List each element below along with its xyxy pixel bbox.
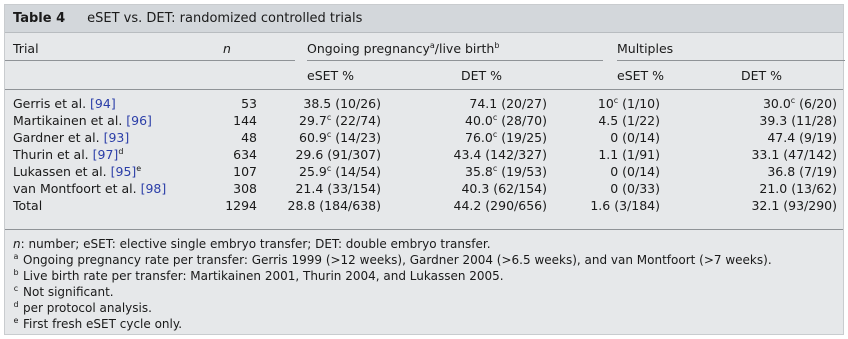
n-cell: 53 <box>241 96 257 111</box>
n-cell: 48 <box>241 130 257 145</box>
n-cell: 107 <box>233 164 257 179</box>
reference-link[interactable]: [96] <box>126 113 152 128</box>
value-cell: 0 (0/14) <box>610 130 660 145</box>
footnote-item: $^a$ Ongoing pregnancy rate per transfer: Gerris 1999 (>12 weeks), Gardner 2004 (>6.5 weeks), and van Montfoort (>7 weeks). <box>13 252 772 267</box>
trial-cell: Total <box>13 198 43 213</box>
value-cell: 36.8 (7/19) <box>767 164 837 179</box>
reference-link[interactable]: [94] <box>90 96 116 111</box>
header-trial: Trial <box>13 41 39 56</box>
header-ongoing-live-birth: Ongoing pregnancy$^a$/live birth$^b$ <box>307 41 500 56</box>
value-cell: 40.3 (62/154) <box>461 181 547 196</box>
table-title-bar <box>5 5 843 33</box>
value-cell: 40.0$^c$ (28/70) <box>465 113 547 128</box>
value-cell: 0 (0/14) <box>610 164 660 179</box>
value-cell: 76.0$^c$ (19/25) <box>465 130 547 145</box>
value-cell: 29.6 (91/307) <box>295 147 381 162</box>
header-rule-multiples <box>617 60 845 61</box>
table-row <box>5 130 843 146</box>
value-cell: 44.2 (290/656) <box>453 198 547 213</box>
value-cell: 60.9$^c$ (14/23) <box>299 130 381 145</box>
trial-cell: Gardner et al. [93] <box>13 130 130 145</box>
value-cell: 10$^c$ (1/10) <box>597 96 660 111</box>
table-frame <box>4 4 844 335</box>
table-number: Table 4 <box>13 11 66 26</box>
value-cell: 21.0 (13/62) <box>759 181 837 196</box>
n-cell: 1294 <box>225 198 257 213</box>
header-multiples: Multiples <box>617 41 674 56</box>
value-cell: 0 (0/33) <box>610 181 660 196</box>
footnote-item: $^e$ First fresh eSET cycle only. <box>13 316 183 331</box>
table-row <box>5 96 843 112</box>
value-cell: 30.0$^c$ (6/20) <box>762 96 837 111</box>
header-eset-2: eSET % <box>617 68 665 83</box>
value-cell: 35.8$^c$ (19/53) <box>465 164 547 179</box>
trial-cell: Gerris et al. [94] <box>13 96 116 111</box>
value-cell: 47.4 (9/19) <box>767 130 837 145</box>
header-n: n <box>223 41 231 56</box>
table-row <box>5 147 843 163</box>
footnote-abbreviations: n: number; eSET: elective single embryo transfer; DET: double embryo transfer. <box>13 237 491 251</box>
value-cell: 32.1 (93/290) <box>751 198 837 213</box>
table-row <box>5 181 843 197</box>
value-cell: 1.6 (3/184) <box>590 198 660 213</box>
value-cell: 1.1 (1/91) <box>598 147 660 162</box>
footnote-item: $^d$ per protocol analysis. <box>13 300 152 315</box>
value-cell: 33.1 (47/142) <box>751 147 837 162</box>
value-cell: 29.7$^c$ (22/74) <box>299 113 381 128</box>
header-det-2: DET % <box>741 68 783 83</box>
value-cell: 25.9$^c$ (14/54) <box>299 164 381 179</box>
value-cell: 74.1 (20/27) <box>469 96 547 111</box>
footnotes <box>13 236 833 332</box>
footnote-item: $^c$ Not significant. <box>13 284 114 299</box>
n-cell: 144 <box>233 113 257 128</box>
header-rule-left <box>5 60 295 61</box>
value-cell: 21.4 (33/154) <box>295 181 381 196</box>
trial-cell: Lukassen et al. $[95]^e$ <box>13 164 142 179</box>
table-row <box>5 198 843 214</box>
table-row <box>5 113 843 129</box>
n-cell: 308 <box>233 181 257 196</box>
reference-link[interactable]: [93] <box>103 130 130 145</box>
reference-link[interactable]: [95] <box>110 164 137 179</box>
value-cell: 39.3 (11/28) <box>759 113 837 128</box>
trial-cell: van Montfoort et al. [98] <box>13 181 167 196</box>
trial-cell: Thurin et al. $[97]^d$ <box>13 147 124 162</box>
table-row <box>5 164 843 180</box>
reference-link[interactable]: [97] <box>92 147 119 162</box>
trial-cell: Martikainen et al. [96] <box>13 113 152 128</box>
data-table <box>5 33 843 230</box>
value-cell: 43.4 (142/327) <box>453 147 547 162</box>
table-caption: eSET vs. DET: randomized controlled trials <box>87 11 363 26</box>
header-rule-ongoing <box>307 60 603 61</box>
footnote-item: $^b$ Live birth rate per transfer: Martikainen 2001, Thurin 2004, and Lukassen 2005. <box>13 268 504 283</box>
n-cell: 634 <box>233 147 257 162</box>
header-bottom-rule <box>5 89 843 90</box>
value-cell: 38.5 (10/26) <box>303 96 381 111</box>
header-det-1: DET % <box>461 68 503 83</box>
value-cell: 4.5 (1/22) <box>598 113 660 128</box>
header-eset-1: eSET % <box>307 68 355 83</box>
reference-link[interactable]: [98] <box>140 181 167 196</box>
value-cell: 28.8 (184/638) <box>287 198 381 213</box>
